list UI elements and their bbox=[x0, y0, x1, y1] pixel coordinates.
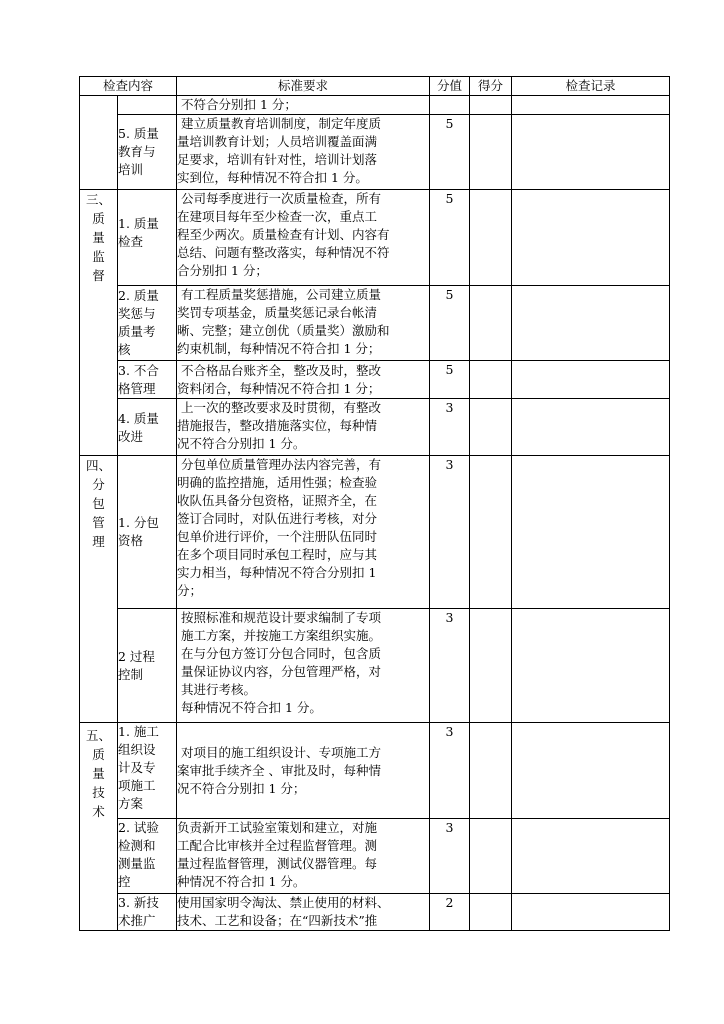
table-row bbox=[80, 894, 670, 931]
requirement-cell: 上一次的整改要求及时贯彻，有整改 措施报告，整改措施落实位，每种情 况不符合分别扣 1 分。 bbox=[177, 399, 430, 456]
got-cell[interactable] bbox=[470, 399, 512, 456]
item-cell: 5. 质量 教育与 培训 bbox=[118, 115, 177, 190]
score-cell: 3 bbox=[430, 456, 470, 609]
requirement-cell: 对项目的施工组织设计、专项施工方 案审批手续齐全 、审批及时，每种情 况不符合分别扣 1 分； bbox=[177, 723, 430, 819]
got-cell[interactable] bbox=[470, 894, 512, 931]
got-cell[interactable] bbox=[470, 96, 512, 115]
section-cell bbox=[80, 96, 118, 190]
table-row bbox=[80, 190, 670, 286]
score-cell: 5 bbox=[430, 286, 470, 361]
record-cell[interactable] bbox=[512, 456, 670, 609]
requirement-cell: 负责新开工试验室策划和建立，对施 工配合比审核并全过程监督管理。测 量过程监督管理，测试仪器管理。每 种情况不符合扣 1 分。 bbox=[177, 819, 430, 894]
header-content: 检查内容 bbox=[80, 77, 177, 96]
requirement-cell: 公司每季度进行一次质量检查，所有 在建项目每年至少检查一次，重点工 程至少两次。质量检查有计划、内容有 总结、问题有整改落实，每种情况不符 合分别扣 1 分； bbox=[177, 190, 430, 286]
item-cell: 3. 新技 术推广 bbox=[118, 894, 177, 931]
record-cell[interactable] bbox=[512, 115, 670, 190]
got-cell[interactable] bbox=[470, 361, 512, 399]
table-row bbox=[80, 96, 670, 115]
item-cell: 1. 施工 组织设 计及专 项施工 方案 bbox=[118, 723, 177, 819]
score-cell: 3 bbox=[430, 723, 470, 819]
requirement-cell: 分包单位质量管理办法内容完善，有 明确的监控措施，适用性强；检查验 收队伍具备分包资格，证照齐全，在 签订合同时，对队伍进行考核，对分 包单价进行评价，一个注册队伍同时 在多个项目同时承包工程时，应与其 实力相当，每种情况不符合分别扣 1 分； bbox=[177, 456, 430, 609]
table-row bbox=[80, 399, 670, 456]
score-cell: 3 bbox=[430, 819, 470, 894]
score-cell: 3 bbox=[430, 399, 470, 456]
score-cell: 5 bbox=[430, 115, 470, 190]
requirement-cell: 使用国家明令淘汰、禁止使用的材料、 技术、工艺和设备；在“四新技术”推 bbox=[177, 894, 430, 931]
got-cell[interactable] bbox=[470, 286, 512, 361]
record-cell[interactable] bbox=[512, 894, 670, 931]
score-cell: 5 bbox=[430, 361, 470, 399]
item-cell bbox=[118, 96, 177, 115]
table-row bbox=[80, 286, 670, 361]
item-cell: 3. 不合 格管理 bbox=[118, 361, 177, 399]
header-got: 得分 bbox=[470, 77, 512, 96]
score-cell: 2 bbox=[430, 894, 470, 931]
section-title: 四、 分 包 管 理 bbox=[80, 456, 118, 723]
record-cell[interactable] bbox=[512, 361, 670, 399]
item-cell: 4. 质量 改进 bbox=[118, 399, 177, 456]
got-cell[interactable] bbox=[470, 609, 512, 723]
item-cell: 1. 质量 检查 bbox=[118, 190, 177, 286]
score-cell: 5 bbox=[430, 190, 470, 286]
score-cell: 3 bbox=[430, 609, 470, 723]
record-cell[interactable] bbox=[512, 723, 670, 819]
table-row bbox=[80, 456, 670, 609]
header-row bbox=[80, 77, 670, 96]
got-cell[interactable] bbox=[470, 115, 512, 190]
item-cell: 1. 分包 资格 bbox=[118, 456, 177, 609]
table-row bbox=[80, 115, 670, 190]
got-cell[interactable] bbox=[470, 723, 512, 819]
requirement-cell: 不合格品台账齐全，整改及时，整改 资料闭合，每种情况不符合扣 1 分； bbox=[177, 361, 430, 399]
record-cell[interactable] bbox=[512, 399, 670, 456]
table-row bbox=[80, 819, 670, 894]
record-cell[interactable] bbox=[512, 190, 670, 286]
record-cell[interactable] bbox=[512, 96, 670, 115]
section-title: 五、 质 量 技 术 bbox=[80, 723, 118, 931]
got-cell[interactable] bbox=[470, 190, 512, 286]
table-row bbox=[80, 723, 670, 819]
requirement-cell: 按照标准和规范设计要求编制了专项 施工方案，并按施工方案组织实施。 在与分包方签订分包合同时，包含质 量保证协议内容，分包管理严格，对 其进行考核。 每种情况不符合扣 1 分。 bbox=[177, 609, 430, 723]
inspection-table bbox=[79, 76, 670, 931]
got-cell[interactable] bbox=[470, 819, 512, 894]
score-cell bbox=[430, 96, 470, 115]
record-cell[interactable] bbox=[512, 819, 670, 894]
item-cell: 2. 质量 奖惩与 质量考 核 bbox=[118, 286, 177, 361]
header-record: 检查记录 bbox=[512, 77, 670, 96]
table-row bbox=[80, 609, 670, 723]
header-standard: 标准要求 bbox=[177, 77, 430, 96]
table-row bbox=[80, 361, 670, 399]
header-points: 分值 bbox=[430, 77, 470, 96]
section-title: 三、 质 量 监 督 bbox=[80, 190, 118, 456]
item-cell: 2. 试验 检测和 测量监 控 bbox=[118, 819, 177, 894]
requirement-cell: 建立质量教育培训制度，制定年度质 量培训教育计划；人员培训覆盖面满 足要求，培训有针对性，培训计划落 实到位，每种情况不符合扣 1 分。 bbox=[177, 115, 430, 190]
record-cell[interactable] bbox=[512, 609, 670, 723]
requirement-cell: 有工程质量奖惩措施，公司建立质量 奖罚专项基金，质量奖惩记录台帐清 晰、完整；建立创优（质量奖）激励和 约束机制，每种情况不符合扣 1 分； bbox=[177, 286, 430, 361]
requirement-cell: 不符合分别扣 1 分； bbox=[177, 96, 430, 115]
got-cell[interactable] bbox=[470, 456, 512, 609]
item-cell: 2 过程 控制 bbox=[118, 609, 177, 723]
record-cell[interactable] bbox=[512, 286, 670, 361]
